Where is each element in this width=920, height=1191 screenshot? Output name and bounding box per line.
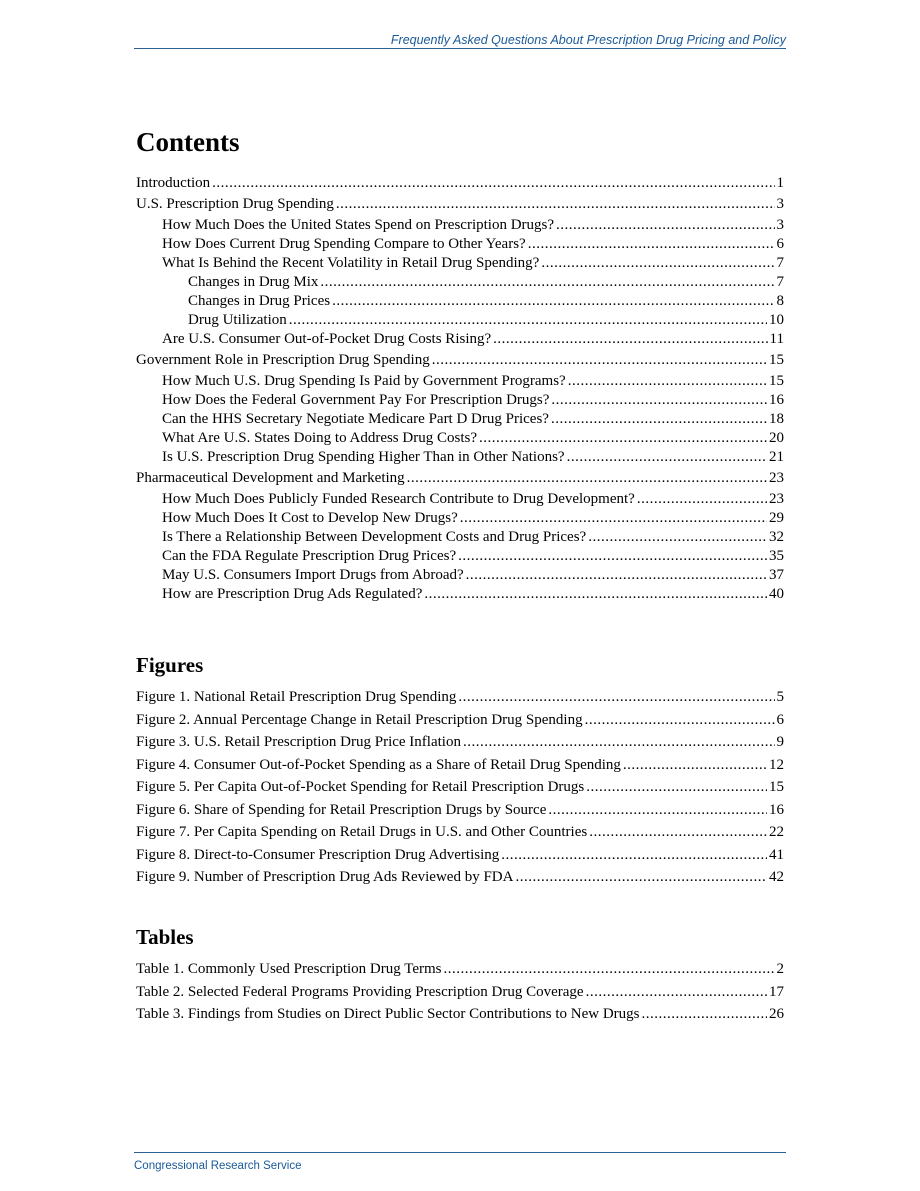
figures-entry[interactable] [136, 799, 784, 822]
entry-title: Figure 5. Per Capita Out-of-Pocket Spending for Retail Prescription Drugs [136, 779, 585, 795]
dot-leader [586, 981, 767, 1004]
entry-title: Figure 4. Consumer Out-of-Pocket Spending as a Share of Retail Drug Spending [136, 756, 621, 773]
tables-heading: Tables [136, 925, 194, 949]
entry-page-number: 32 [769, 529, 784, 545]
entry-title: Is U.S. Prescription Drug Spending Higher Than in Other Nations? [162, 449, 565, 465]
tables-section [136, 924, 784, 950]
entry-title: Figure 7. Per Capita Spending on Retail Drugs in U.S. and Other Countries [136, 824, 588, 840]
figures-entry[interactable] [136, 731, 784, 754]
footer-text: Congressional Research Service [134, 1160, 302, 1172]
contents-entry[interactable] [136, 509, 784, 528]
dot-leader [585, 709, 775, 732]
entry-page-number: 37 [769, 567, 784, 583]
entry-page-number: 18 [769, 411, 784, 427]
entry-page-number: 9 [776, 734, 784, 750]
entry-page-number: 20 [769, 430, 784, 446]
contents-entry[interactable] [136, 448, 784, 467]
contents-entry[interactable] [136, 195, 784, 214]
entry-title: U.S. Prescription Drug Spending [136, 196, 334, 212]
entry-title: How Much Does the United States Spend on Prescription Drugs? [162, 217, 555, 233]
dot-leader [458, 547, 767, 566]
contents-heading: Contents [136, 127, 240, 157]
dot-leader [642, 1003, 768, 1026]
figures-section [136, 652, 784, 678]
figures-entry[interactable] [136, 686, 784, 709]
contents-entry[interactable] [136, 273, 784, 292]
figures-entry[interactable] [136, 709, 784, 732]
contents-entry[interactable] [136, 351, 784, 370]
dot-leader [479, 429, 767, 448]
contents-entry[interactable] [136, 174, 784, 193]
entry-page-number: 1 [776, 175, 784, 191]
header-title: Frequently Asked Questions About Prescription Drug Pricing and Policy [390, 33, 786, 47]
entry-page-number: 41 [769, 846, 784, 863]
dot-leader [541, 254, 774, 273]
contents-entry[interactable] [136, 410, 784, 429]
entry-title: How Does the Federal Government Pay For Prescription Drugs? [162, 392, 550, 408]
page-header [134, 30, 786, 49]
contents-entry[interactable] [136, 216, 784, 235]
figures-heading: Figures [136, 653, 204, 677]
entry-page-number: 10 [769, 312, 784, 328]
figures-entry[interactable] [136, 866, 784, 889]
contents-entry[interactable] [136, 254, 784, 273]
dot-leader [424, 585, 767, 604]
entry-title: Changes in Drug Prices [188, 293, 331, 309]
tables-entry[interactable] [136, 981, 784, 1004]
dot-leader [551, 410, 767, 429]
entry-title: How Much U.S. Drug Spending Is Paid by Government Programs? [162, 373, 566, 389]
dot-leader [466, 566, 767, 585]
contents-entry[interactable] [136, 391, 784, 410]
contents-entry[interactable] [136, 330, 784, 349]
tables-list [136, 958, 784, 1026]
entry-title: Are U.S. Consumer Out-of-Pocket Drug Costs Rising? [162, 331, 492, 347]
contents-entry[interactable] [136, 528, 784, 547]
entry-page-number: 7 [776, 274, 784, 290]
tables-entry[interactable] [136, 958, 784, 981]
entry-title: Pharmaceutical Development and Marketing [136, 470, 405, 486]
contents-entry[interactable] [136, 585, 784, 604]
entry-page-number: 23 [769, 491, 784, 507]
contents-entry[interactable] [136, 235, 784, 254]
dot-leader [637, 490, 767, 509]
entry-page-number: 6 [776, 236, 784, 252]
dot-leader [567, 448, 767, 467]
entry-page-number: 3 [776, 196, 784, 212]
dot-leader [551, 391, 767, 410]
dot-leader [463, 731, 775, 754]
page-footer [134, 1152, 786, 1174]
entry-title: Changes in Drug Mix [188, 274, 319, 290]
entry-title: Figure 2. Annual Percentage Change in Retail Prescription Drug Spending [136, 711, 583, 728]
entry-title: Figure 3. U.S. Retail Prescription Drug Price Inflation [136, 734, 461, 750]
tables-entry[interactable] [136, 1003, 784, 1026]
entry-title: Table 1. Commonly Used Prescription Drug Terms [136, 961, 442, 977]
entry-page-number: 16 [769, 801, 784, 818]
entry-page-number: 2 [776, 961, 784, 977]
figures-entry[interactable] [136, 776, 784, 799]
entry-page-number: 17 [769, 983, 784, 1000]
figures-entry[interactable] [136, 844, 784, 867]
dot-leader [458, 686, 774, 709]
entry-page-number: 15 [769, 779, 784, 795]
entry-page-number: 42 [769, 869, 784, 885]
entry-page-number: 23 [769, 470, 784, 486]
contents-entry[interactable] [136, 566, 784, 585]
dot-leader [289, 311, 767, 330]
entry-title: May U.S. Consumers Import Drugs from Abroad? [162, 567, 464, 583]
entry-title: Figure 9. Number of Prescription Drug Ads Reviewed by FDA [136, 869, 514, 885]
entry-title: What Are U.S. States Doing to Address Drug Costs? [162, 430, 477, 446]
entry-title: Is There a Relationship Between Development Costs and Drug Prices? [162, 529, 587, 545]
entry-page-number: 29 [769, 510, 784, 526]
entry-page-number: 40 [769, 586, 784, 602]
contents-entry[interactable] [136, 311, 784, 330]
figures-entry[interactable] [136, 821, 784, 844]
entry-title: How Does Current Drug Spending Compare to Other Years? [162, 236, 526, 252]
dot-leader [407, 469, 767, 488]
contents-entry[interactable] [136, 490, 784, 509]
entry-title: Can the FDA Regulate Prescription Drug Prices? [162, 548, 457, 564]
entry-page-number: 22 [769, 824, 784, 840]
contents-entry[interactable] [136, 429, 784, 448]
dot-leader [444, 958, 775, 981]
entry-page-number: 3 [776, 217, 784, 233]
dot-leader [212, 174, 774, 193]
dot-leader [586, 776, 767, 799]
dot-leader [623, 754, 767, 777]
contents-entry[interactable] [136, 547, 784, 566]
entry-title: Figure 6. Share of Spending for Retail Prescription Drugs by Source [136, 801, 547, 818]
dot-leader [501, 844, 767, 867]
entry-page-number: 15 [769, 373, 784, 389]
entry-title: Can the HHS Secretary Negotiate Medicare Part D Drug Prices? [162, 411, 549, 427]
dot-leader [589, 821, 767, 844]
entry-page-number: 16 [769, 392, 784, 408]
entry-page-number: 7 [776, 255, 784, 271]
dot-leader [556, 216, 774, 235]
entry-title: How are Prescription Drug Ads Regulated? [162, 586, 423, 602]
entry-page-number: 35 [769, 548, 784, 564]
entry-page-number: 26 [769, 1006, 784, 1022]
entry-page-number: 21 [769, 449, 784, 465]
figures-entry[interactable] [136, 754, 784, 777]
dot-leader [336, 195, 775, 214]
dot-leader [493, 330, 767, 349]
contents-entry[interactable] [136, 292, 784, 311]
entry-title: Figure 8. Direct-to-Consumer Prescription Drug Advertising [136, 846, 500, 863]
entry-page-number: 5 [776, 689, 784, 705]
entry-title: How Much Does It Cost to Develop New Drugs? [162, 510, 458, 526]
dot-leader [332, 292, 774, 311]
contents-entry[interactable] [136, 469, 784, 488]
entry-title: Government Role in Prescription Drug Spending [136, 352, 430, 368]
entry-page-number: 11 [769, 331, 784, 347]
dot-leader [432, 351, 767, 370]
dot-leader [588, 528, 767, 547]
entry-title: How Much Does Publicly Funded Research Contribute to Drug Development? [162, 491, 635, 507]
entry-title: What Is Behind the Recent Volatility in Retail Drug Spending? [162, 255, 540, 271]
entry-title: Table 2. Selected Federal Programs Providing Prescription Drug Coverage [136, 983, 584, 1000]
contents-entry[interactable] [136, 372, 784, 391]
dot-leader [568, 372, 767, 391]
entry-title: Figure 1. National Retail Prescription Drug Spending [136, 689, 457, 705]
figures-list [136, 686, 784, 889]
entry-title: Table 3. Findings from Studies on Direct Public Sector Contributions to New Drugs [136, 1006, 640, 1022]
dot-leader [528, 235, 775, 254]
dot-leader [460, 509, 767, 528]
dot-leader [515, 866, 767, 889]
contents-section [136, 126, 784, 158]
entry-title: Introduction [136, 175, 211, 191]
entry-title: Drug Utilization [188, 312, 287, 328]
entry-page-number: 8 [776, 293, 784, 309]
entry-page-number: 15 [769, 352, 784, 368]
contents-list [136, 174, 784, 604]
entry-page-number: 6 [776, 711, 784, 728]
dot-leader [548, 799, 767, 822]
entry-page-number: 12 [769, 756, 784, 773]
dot-leader [320, 273, 774, 292]
